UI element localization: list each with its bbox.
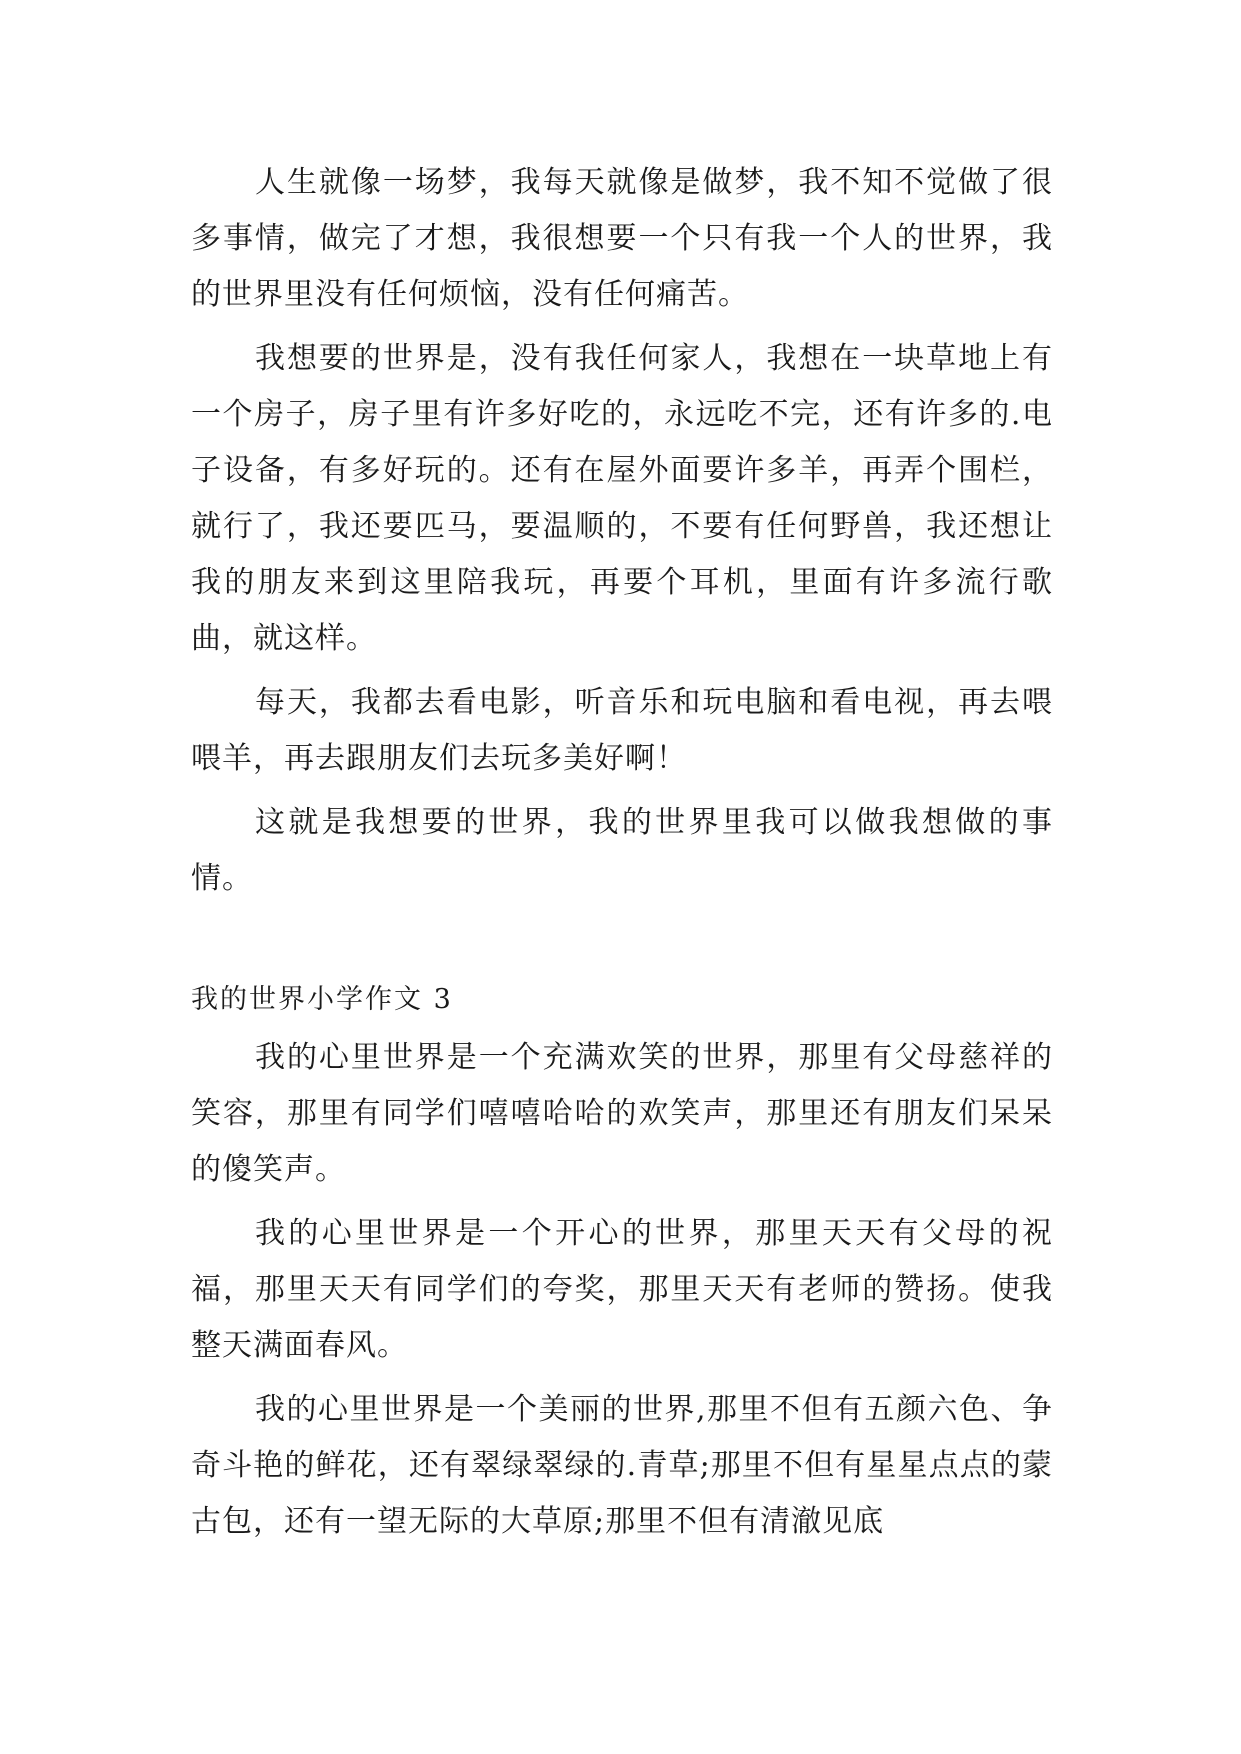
section-text-block	[191, 1030, 1053, 1550]
paragraph: 我想要的世界是，没有我任何家人，我想在一块草地上有一个房子，房子里有许多好吃的，永远吃不完，还有许多的.电子设备，有多好玩的。还有在屋外面要许多羊，再弄个围栏，就行了，我还要匹马，要温顺的，不要有任何野兽，我还想让我的朋友来到这里陪我玩，再要个耳机，里面有许多流行歌曲，就这样。	[191, 341, 1053, 656]
paragraph: 每天，我都去看电影，听音乐和玩电脑和看电视，再去喂喂羊，再去跟朋友们去玩多美好啊！	[191, 685, 1053, 776]
paragraph: 我的心里世界是一个充满欢笑的世界，那里有父母慈祥的笑容，那里有同学们嘻嘻哈哈的欢笑声，那里还有朋友们呆呆的傻笑声。	[191, 1040, 1053, 1187]
paragraph: 我的心里世界是一个美丽的世界,那里不但有五颜六色、争奇斗艳的鲜花，还有翠绿翠绿的.青草;那里不但有星星点点的蒙古包，还有一望无际的大草原;那里不但有清澈见底	[191, 1392, 1053, 1539]
intro-text-block	[191, 155, 1053, 907]
paragraph: 这就是我想要的世界，我的世界里我可以做我想做的事情。	[191, 805, 1053, 896]
paragraph: 我的心里世界是一个开心的世界，那里天天有父母的祝福，那里天天有同学们的夸奖，那里天天有老师的赞扬。使我整天满面春风。	[191, 1216, 1053, 1363]
paragraph: 人生就像一场梦，我每天就像是做梦，我不知不觉做了很多事情，做完了才想，我很想要一个只有我一个人的世界，我的世界里没有任何烦恼，没有任何痛苦。	[191, 165, 1053, 312]
section-heading: 我的世界小学作文 3	[191, 984, 453, 1015]
